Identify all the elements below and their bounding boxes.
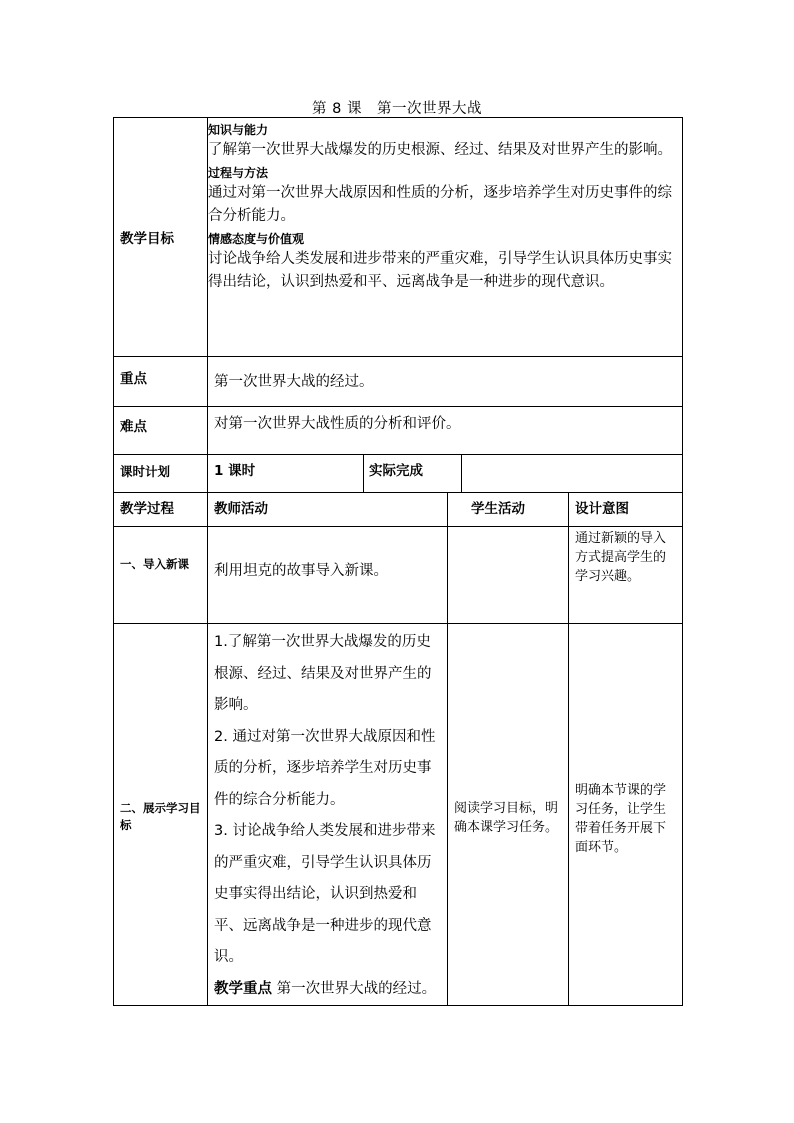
step-intro-name: 一、导入新课 — [120, 557, 189, 571]
step-goals-intent: 明确本节课的学习任务，让学生带着任务开展下面环节。 — [575, 782, 667, 855]
difficulty-label: 难点 — [120, 419, 147, 435]
key-point-row — [114, 357, 683, 407]
step-intro-teacher: 利用坦克的故事导入新课。 — [214, 563, 388, 579]
step-goals-teacher-key — [214, 974, 441, 1006]
step-goals-row — [114, 624, 683, 1006]
objective-heading-process: 过程与方法 — [208, 166, 269, 180]
step-intro-intent: 通过新颖的导入方式提高学生的学习兴趣。 — [575, 531, 667, 584]
step-goals-name: 二、展示学习目标 — [120, 800, 201, 832]
process-header-row — [114, 493, 683, 527]
header-student: 学生活动 — [471, 501, 525, 517]
objective-text-process: 通过对第一次世界大战原因和性质的分析，逐步培养学生对历史事件的综合分析能力。 — [208, 185, 672, 224]
difficulty-row — [114, 407, 683, 455]
lesson-plan-table — [113, 117, 683, 1006]
step-goals-key-label: 教学重点 — [214, 980, 272, 997]
difficulty-text: 对第一次世界大战性质的分析和评价。 — [214, 416, 461, 432]
objective-heading-emotion: 情感态度与价值观 — [208, 232, 305, 246]
step-goals-key-text: 第一次世界大战的经过。 — [272, 980, 437, 997]
step-goals-teacher-item-3: 3. 讨论战争给人类发展和进步带来的严重灾难，引导学生认识具体历史事实得出结论，认识到热爱和平、远离战争是一种进步的现代意识。 — [214, 823, 436, 965]
step-goals-student: 阅读学习目标，明确本课学习任务。 — [454, 800, 559, 835]
key-point-text: 第一次世界大战的经过。 — [214, 374, 374, 390]
objectives-row — [114, 118, 683, 357]
page-title: 第 8 课 第一次世界大战 — [312, 101, 482, 117]
header-intent: 设计意图 — [575, 501, 629, 517]
step-goals-teacher-item-1: 1.了解第一次世界大战爆发的历史根源、经过、结果及对世界产生的影响。 — [214, 634, 432, 713]
key-point-label: 重点 — [120, 371, 147, 387]
objective-text-knowledge: 了解第一次世界大战爆发的历史根源、经过、结果及对世界产生的影响。 — [208, 142, 672, 158]
schedule-value: 1 课时 — [214, 463, 256, 479]
objective-text-emotion: 讨论战争给人类发展和进步带来的严重灾难，引导学生认识具体历史事实得出结论，认识到热爱和平、远离战争是一种进步的现代意识。 — [208, 251, 672, 290]
objective-heading-knowledge: 知识与能力 — [208, 123, 269, 137]
schedule-row — [114, 455, 683, 493]
header-process: 教学过程 — [120, 501, 174, 517]
actual-complete-label: 实际完成 — [369, 463, 423, 479]
objectives-label: 教学目标 — [120, 231, 174, 247]
header-teacher: 教师活动 — [214, 501, 268, 517]
schedule-label: 课时计划 — [120, 464, 171, 479]
step-intro-row — [114, 527, 683, 624]
step-goals-teacher-item-2: 2. 通过对第一次世界大战原因和性质的分析，逐步培养学生对历史事件的综合分析能力。 — [214, 728, 436, 808]
